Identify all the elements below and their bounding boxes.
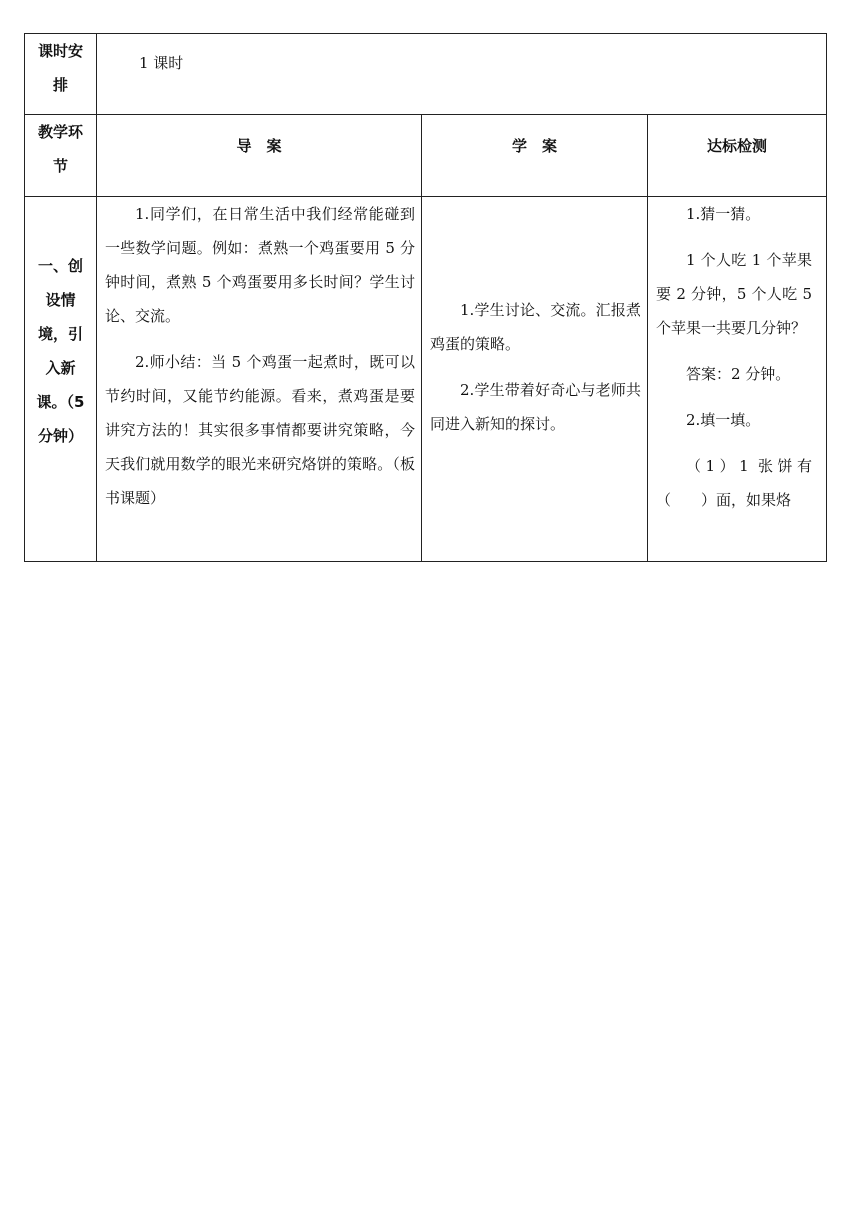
check-header: 达标检测	[707, 137, 768, 155]
guide-paragraph: 2.师小结：当 5 个鸡蛋一起煮时，既可以节约时间，又能节约能源。看来，煮鸡蛋是要讲究方法的！其实很多事情都要讲究策略，今天我们就用数学的眼光来研究烙饼的策略。（板书课题）	[105, 353, 415, 507]
schedule-value-cell	[97, 34, 827, 115]
check-cell	[648, 197, 827, 562]
section-label: 一、创设情境，引入新课。（5 分钟）	[36, 257, 85, 445]
study-paragraph: 1.学生讨论、交流。汇报煮鸡蛋的策略。	[430, 301, 641, 353]
header-row	[25, 115, 827, 197]
check-paragraph: （1）1 张饼有（ ）面，如果烙	[656, 457, 813, 509]
check-paragraph: 1.猜一猜。	[686, 205, 761, 223]
guide-header: 导 案	[236, 137, 282, 155]
check-paragraph: 2.填一填。	[686, 411, 761, 429]
guide-header-cell	[97, 115, 422, 197]
study-header: 学 案	[511, 137, 557, 155]
guide-cell	[97, 197, 422, 562]
study-paragraph: 2.学生带着好奇心与老师共同进入新知的探讨。	[430, 381, 641, 433]
check-header-cell	[648, 115, 827, 197]
section-label-cell	[25, 197, 97, 562]
check-paragraph: 答案：2 分钟。	[686, 365, 791, 383]
schedule-value: 1 课时	[139, 54, 184, 72]
schedule-label-cell	[25, 34, 97, 115]
lesson-plan-table	[24, 33, 827, 562]
schedule-row	[25, 34, 827, 115]
check-paragraph: 1 个人吃 1 个苹果要 2 分钟，5 个人吃 5 个苹果一共要几分钟？	[656, 251, 813, 337]
schedule-label: 课时安排	[37, 42, 83, 94]
section-row	[25, 197, 827, 562]
guide-paragraph: 1.同学们，在日常生活中我们经常能碰到一些数学问题。例如：煮熟一个鸡蛋要用 5 分钟时间，煮熟 5 个鸡蛋要用多长时间？学生讨论、交流。	[105, 205, 415, 325]
study-cell	[422, 197, 648, 562]
phase-header-cell	[25, 115, 97, 197]
study-header-cell	[422, 115, 648, 197]
phase-header: 教学环节	[37, 123, 83, 175]
